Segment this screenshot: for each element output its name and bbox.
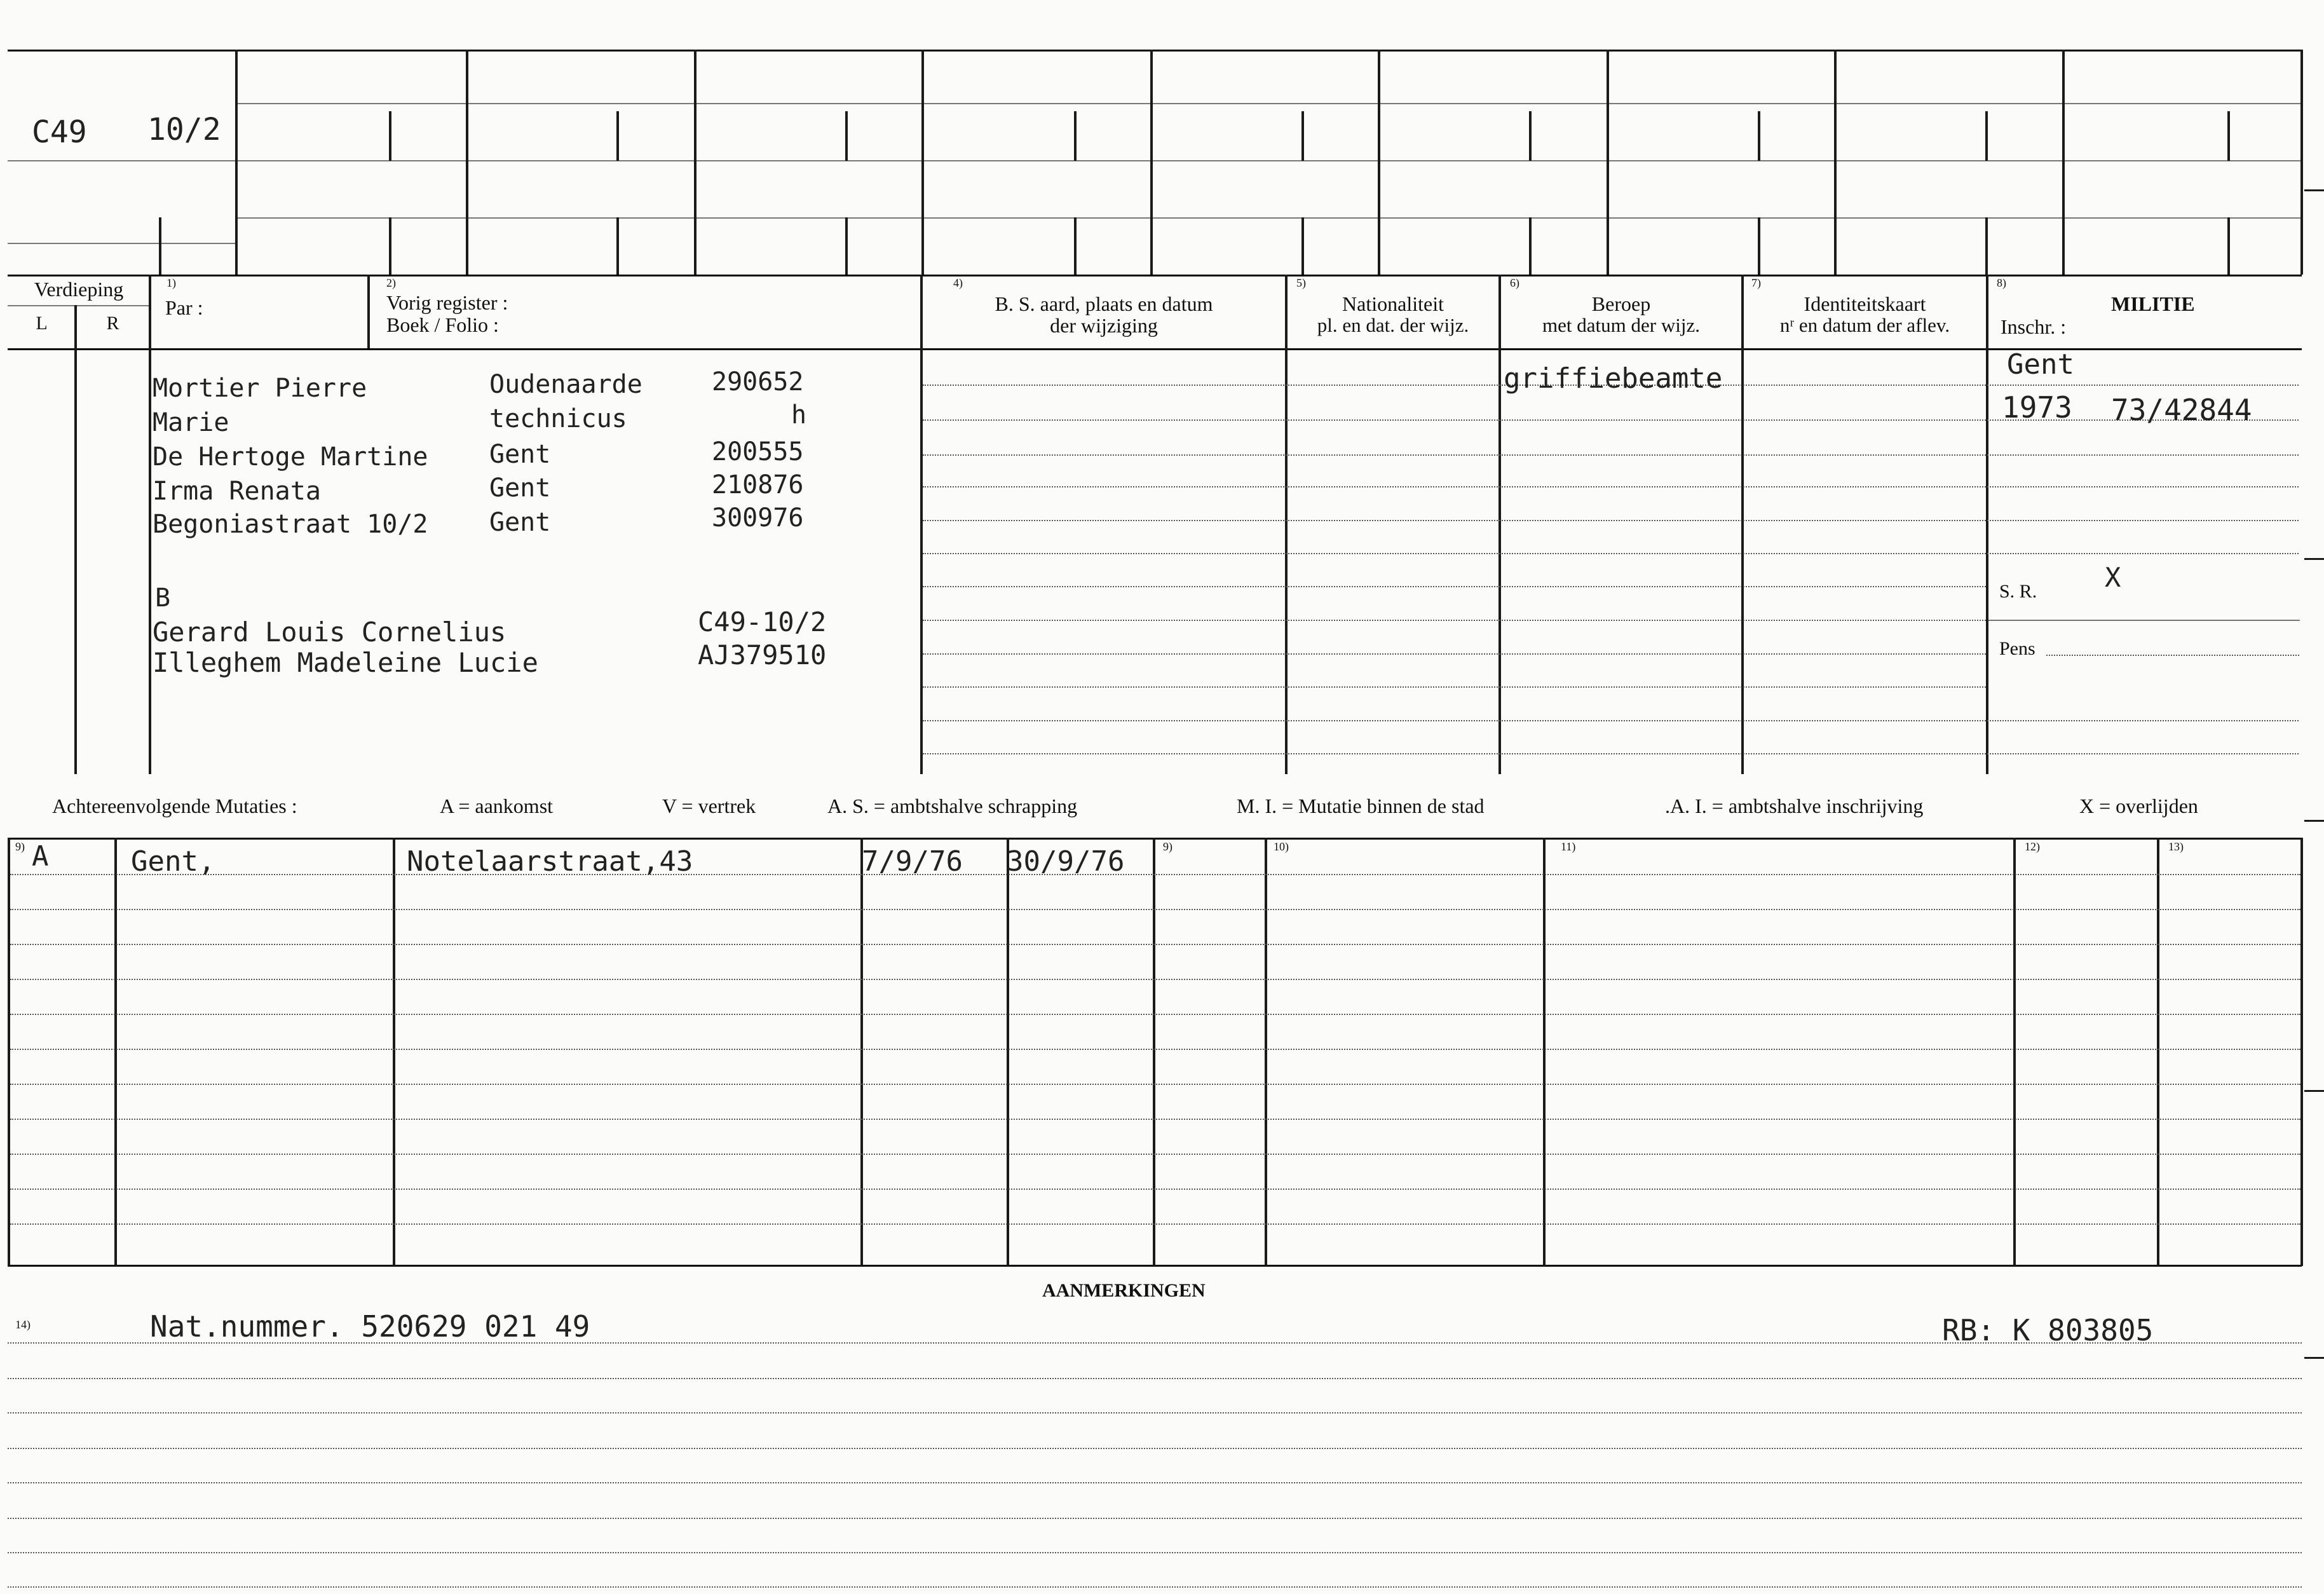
mutation-place: Gent, <box>131 845 215 878</box>
person-3-date: 200555 <box>712 437 804 467</box>
bs-header-line1: B. S. aard, plaats en datum <box>995 292 1213 315</box>
rb-number: RB: K 803805 <box>1942 1313 2154 1347</box>
par-label: Par : <box>165 296 203 319</box>
person-5-address: Begoniastraat 10/2 <box>153 510 428 539</box>
pens-line <box>2046 655 2299 656</box>
identiteitskaart-header: Identiteitskaart <box>1804 292 1926 315</box>
militie-number: 73/42844 <box>2111 393 2252 427</box>
militie-header: MILITIE <box>2111 292 2195 315</box>
identiteitskaart-subheader: nʳ en datum der aflev. <box>1779 314 1950 336</box>
remarks-title: AANMERKINGEN <box>1042 1280 1206 1301</box>
person-1-place: Oudenaarde <box>489 370 642 399</box>
col-5-number: 5) <box>1296 276 1306 289</box>
person-5-date: 300976 <box>712 503 804 533</box>
person-4-date: 210876 <box>712 470 804 500</box>
person-4-place: Gent <box>489 473 551 503</box>
person-7-name: Illeghem Madeleine Lucie <box>153 647 538 678</box>
inschr-label: Inschr. : <box>2001 315 2067 338</box>
top-grid-line <box>235 103 2300 104</box>
national-number: Nat.nummer. 520629 021 49 <box>150 1309 590 1344</box>
header-top-border <box>8 275 2302 276</box>
mut-col-12b-number: 12) <box>2025 840 2040 853</box>
top-border <box>8 50 2302 51</box>
person-2-name: Marie <box>153 408 229 437</box>
militie-place: Gent <box>2007 348 2074 381</box>
mut-col-9b-number: 9) <box>1163 840 1172 853</box>
address-number: 10/2 <box>147 112 221 147</box>
col-2-number: 2) <box>386 276 396 289</box>
col-8-number: 8) <box>1997 276 2006 289</box>
legend-ambtshalve-schrapping: A. S. = ambtshalve schrapping <box>827 794 1078 817</box>
top-grid-line <box>235 217 2300 219</box>
vorig-register-label: Vorig register : <box>386 291 508 314</box>
col-7-number: 7) <box>1751 276 1761 289</box>
person-1-name: Mortier Pierre <box>153 374 367 403</box>
col-4-number: 4) <box>953 276 963 289</box>
person-6-reference: C49-10/2 <box>698 606 827 637</box>
beroep-value: griffiebeamte <box>1504 362 1723 395</box>
remarks-number: 14) <box>15 1318 31 1331</box>
person-5-place: Gent <box>489 508 551 537</box>
mutation-date-13: 30/9/76 <box>1007 845 1125 878</box>
legend-vertrek: V = vertrek <box>662 794 756 817</box>
person-2-note: h <box>791 400 807 430</box>
building-code: C49 <box>32 114 87 150</box>
mutation-street: Notelaarstraat,43 <box>407 845 693 878</box>
person-3-place: Gent <box>489 440 551 469</box>
right-label: R <box>106 313 119 334</box>
legend-ambtshalve-inschrijving: .A. I. = ambtshalve inschrijving <box>1665 794 1924 817</box>
person-6-name: Gerard Louis Cornelius <box>153 616 506 648</box>
nationaliteit-subheader: pl. en dat. der wijz. <box>1317 314 1469 336</box>
bs-header-line2: der wijziging <box>1050 314 1158 337</box>
mutation-date-12: 7/9/76 <box>862 845 963 878</box>
left-label: L <box>36 313 48 334</box>
top-grid-line <box>8 243 235 244</box>
boek-folio-label: Boek / Folio : <box>386 313 499 336</box>
header-bottom-border <box>8 348 2302 350</box>
nationaliteit-header: Nationaliteit <box>1342 292 1444 315</box>
pens-label: Pens <box>1999 638 2035 659</box>
person-2-occupation: technicus <box>489 404 627 433</box>
section-b-marker: B <box>155 583 171 613</box>
person-3-name: De Hertoge Martine <box>153 442 428 472</box>
legend-title: Achtereenvolgende Mutaties : <box>52 794 297 817</box>
verdieping-label: Verdieping <box>34 278 124 301</box>
legend-mutatie-binnen-stad: M. I. = Mutatie binnen de stad <box>1237 794 1485 817</box>
person-1-date: 290652 <box>712 367 804 397</box>
sr-label: S. R. <box>1999 581 2037 602</box>
beroep-header: Beroep <box>1591 292 1651 315</box>
mut-col-11b-number: 11) <box>1561 840 1576 853</box>
col-1-number: 1) <box>166 276 176 289</box>
legend-aankomst: A = aankomst <box>440 794 554 817</box>
militie-year: 1973 <box>2002 390 2072 425</box>
top-grid-line <box>8 160 2302 161</box>
mut-col-9-number: 9) <box>15 840 25 853</box>
mutation-type: A <box>32 840 49 873</box>
beroep-subheader: met datum der wijz. <box>1542 314 1700 336</box>
mut-col-10b-number: 10) <box>1274 840 1289 853</box>
legend-overlijden: X = overlijden <box>2079 794 2198 817</box>
verdieping-divider <box>8 305 149 306</box>
person-7-reference: AJ379510 <box>698 639 827 671</box>
militie-divider <box>1988 620 2300 621</box>
sr-value: X <box>2105 562 2121 593</box>
mut-col-13b-number: 13) <box>2168 840 2184 853</box>
col-6-number: 6) <box>1510 276 1519 289</box>
person-4-name: Irma Renata <box>153 477 321 506</box>
